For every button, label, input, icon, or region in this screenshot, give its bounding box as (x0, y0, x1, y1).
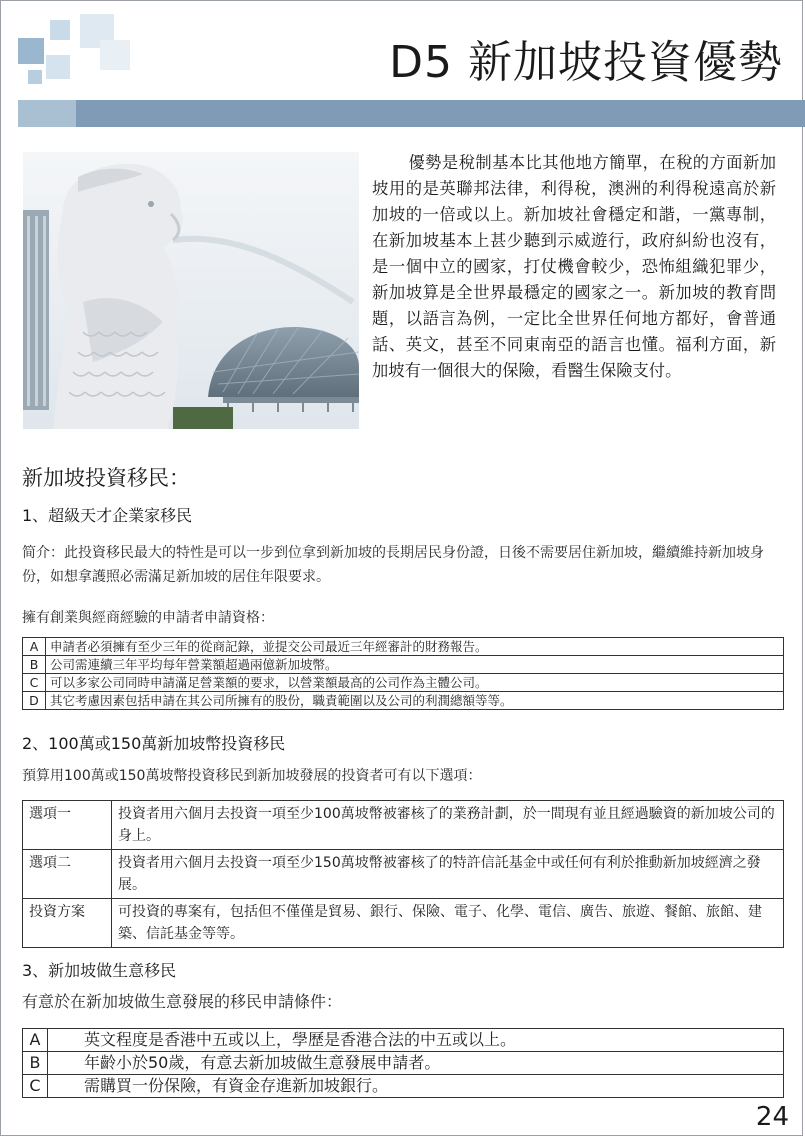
title-bar-accent (18, 100, 76, 127)
row-text: 可以多家公司同時申請滿足營業額的要求，以營業額最高的公司作為主體公司。 (46, 674, 784, 692)
row-text: 投資者用六個月去投資一項至少100萬坡幣被審核了的業務計劃，於一間現有並且經過驗資的新加坡公司的身上。 (112, 801, 784, 850)
s3-conditions-table (22, 1028, 784, 1098)
decor-square (28, 70, 42, 84)
row-key: C (23, 1075, 48, 1098)
row-text: 需購買一份保險，有資金存進新加坡銀行。 (48, 1075, 784, 1098)
table-row (23, 674, 784, 692)
row-key: 選項二 (23, 850, 112, 899)
page-number: 24 (755, 1102, 789, 1132)
title-bar (18, 100, 805, 127)
intro-paragraph (372, 150, 776, 384)
table-row (23, 638, 784, 656)
table-row (23, 850, 784, 899)
table-row (23, 1075, 784, 1098)
s1-req-title: 擁有創業與經商經驗的申請者申請資格： (22, 610, 274, 626)
decor-square (100, 40, 130, 70)
row-text: 其它考慮因素包括申請在其公司所擁有的股份，職責範圍以及公司的利潤總額等等。 (46, 692, 784, 710)
row-text: 可投資的專案有，包括但不僅僅是貿易、銀行、保險、電子、化學、電信、廣告、旅遊、餐館、旅館、建築、信託基金等等。 (112, 899, 784, 948)
s1-intro: 简介：此投資移民最大的特性是可以一步到位拿到新加坡的長期居民身份證，日後不需要居住新加坡，繼續維持新加坡身份，如想拿護照必需滿足新加坡的居住年限要求。 (22, 545, 764, 585)
table-row (23, 656, 784, 674)
s2-heading: 2、100萬或150萬新加坡幣投資移民 (22, 734, 286, 753)
row-key: A (23, 638, 46, 656)
table-row (23, 1029, 784, 1052)
table-row (23, 692, 784, 710)
row-key: C (23, 674, 46, 692)
row-key: A (23, 1029, 48, 1052)
row-text: 年齡小於50歲，有意去新加坡做生意發展申請者。 (48, 1052, 784, 1075)
s3-intro: 有意於在新加坡做生意發展的移民申請條件： (22, 992, 343, 1011)
table-row (23, 801, 784, 850)
decor-square (18, 38, 44, 64)
row-key: B (23, 1052, 48, 1075)
decor-square (50, 20, 70, 40)
table-row (23, 1052, 784, 1075)
s2-options-table (22, 800, 784, 948)
row-key: D (23, 692, 46, 710)
row-text: 英文程度是香港中五或以上，學歷是香港合法的中五或以上。 (48, 1029, 784, 1052)
row-text: 投資者用六個月去投資一項至少150萬坡幣被審核了的特許信託基金中或任何有利於推動新加坡經濟之發展。 (112, 850, 784, 899)
s1-heading: 1、超級天才企業家移民 (22, 506, 193, 525)
row-text: 申請者必須擁有至少三年的從商記錄，並提交公司最近三年經審計的財務報告。 (46, 638, 784, 656)
decor-square (46, 55, 70, 79)
page-title: D5 新加坡投資優勢 (389, 37, 783, 88)
row-key: 投資方案 (23, 899, 112, 948)
s3-heading: 3、新加坡做生意移民 (22, 961, 177, 980)
row-text: 公司需連續三年平均每年營業額超過兩億新加坡幣。 (46, 656, 784, 674)
s1-requirements-table (22, 637, 784, 710)
s2-intro: 預算用100萬或150萬坡幣投資移民到新加坡發展的投資者可有以下選項： (22, 768, 482, 784)
row-key: B (23, 656, 46, 674)
table-row (23, 899, 784, 948)
section-title: 新加坡投資移民： (22, 466, 190, 490)
merlion-photo (23, 152, 359, 429)
intro-text: 優勢是稅制基本比其他地方簡單，在稅的方面新加坡用的是英聯邦法律，利得稅，澳洲的利得稅遠高於新加坡的一倍或以上。新加坡社會穩定和諧，一黨專制，在新加坡基本上甚少聽到示威遊行，政府糾紛也沒有，是一個中立的國家，打仗機會較少，恐怖組織犯罪少，新加坡算是全世界最穩定的國家之一。新加坡的教育問題，以語言為例，一定比全世界任何地方都好，會普通話、英文，甚至不同東南亞的語言也懂。福利方面，新加坡有一個很大的保險，看醫生保險支付。 (372, 153, 776, 380)
row-key: 選項一 (23, 801, 112, 850)
page-header (0, 0, 805, 140)
